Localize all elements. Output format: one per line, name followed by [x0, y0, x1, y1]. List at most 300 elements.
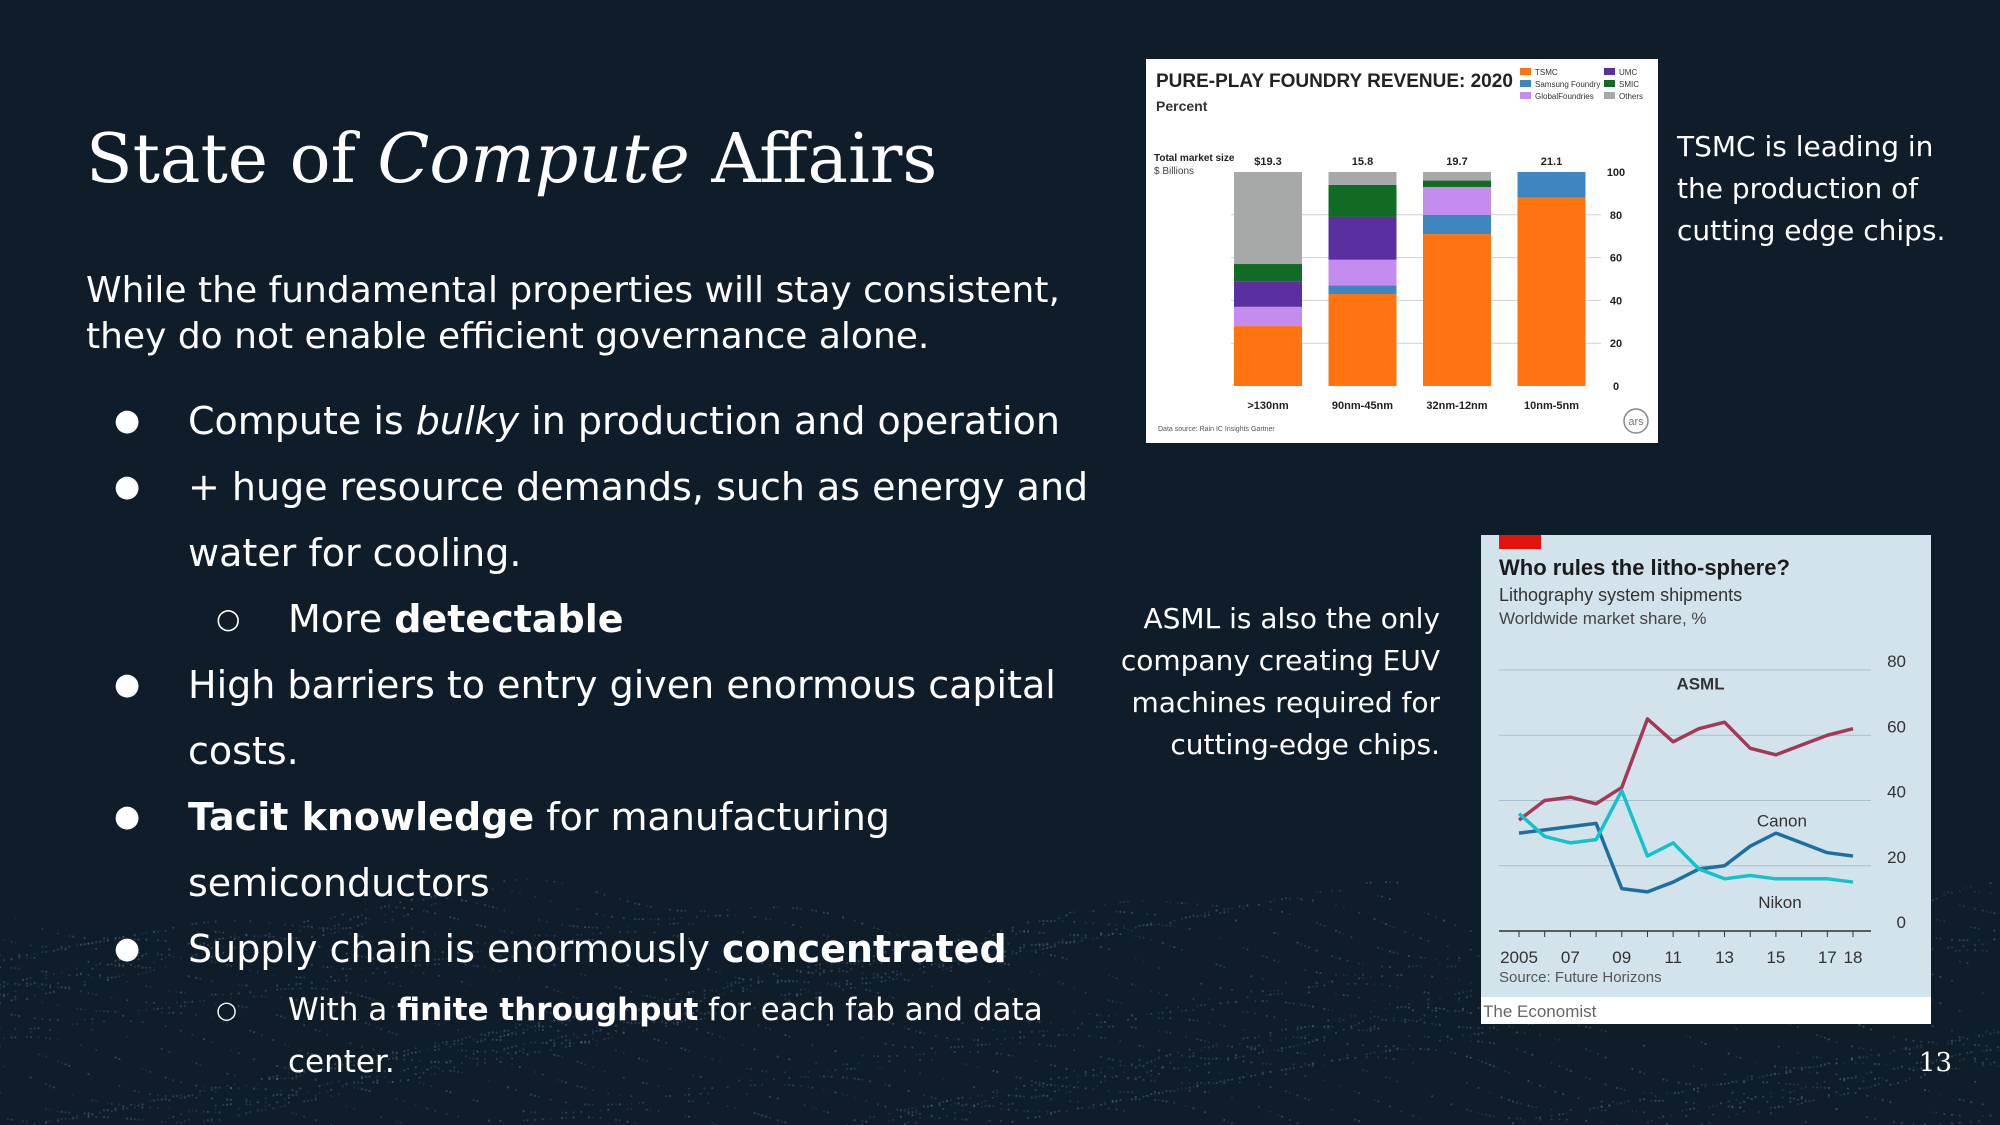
wave-dot	[49, 1037, 51, 1039]
wave-dot	[26, 1121, 28, 1123]
wave-dot	[1978, 891, 1980, 893]
wave-dot	[1269, 1063, 1271, 1065]
wave-dot	[727, 1105, 729, 1107]
wave-dot	[1932, 999, 1934, 1001]
wave-dot	[1169, 945, 1171, 947]
wave-dot	[1597, 1053, 1599, 1055]
wave-dot	[1150, 990, 1152, 992]
wave-dot	[1323, 1025, 1325, 1027]
wave-dot	[1458, 957, 1460, 959]
bullet-tacit-knowledge: ● Tacit knowledge for manufacturing semiconductors	[114, 795, 890, 905]
wave-dot	[1204, 1083, 1206, 1085]
wave-dot	[1423, 1022, 1425, 1024]
wave-dot	[1454, 965, 1456, 967]
wave-dot	[1520, 1103, 1522, 1105]
wave-dot	[280, 1089, 282, 1091]
wave-dot	[1932, 899, 1934, 901]
wave-dot	[45, 984, 47, 986]
wave-dot	[1269, 909, 1271, 911]
wave-dot	[1920, 1041, 1922, 1043]
wave-dot	[446, 1113, 448, 1115]
wave-dot	[1131, 1026, 1133, 1028]
wave-dot	[1412, 1115, 1414, 1117]
wave-dot	[1862, 1087, 1864, 1089]
wave-dot	[457, 1115, 459, 1117]
wave-dot	[1300, 898, 1302, 900]
wave-dot	[1577, 1025, 1579, 1027]
wave-dot	[1508, 1099, 1510, 1101]
wave-dot	[1974, 949, 1976, 951]
wave-dot	[1570, 1109, 1572, 1111]
wave-dot	[1077, 1107, 1079, 1109]
wave-dot	[1092, 1104, 1094, 1106]
wave-dot	[1400, 1048, 1402, 1050]
wave-dot	[1131, 930, 1133, 932]
wave-dot	[165, 1095, 167, 1097]
wave-dot	[315, 1097, 317, 1099]
wave-dot	[1031, 1096, 1033, 1098]
wave-dot	[619, 1119, 621, 1121]
wave-dot	[1366, 1056, 1368, 1058]
wave-dot	[911, 1107, 913, 1109]
wave-dot	[1959, 1010, 1961, 1012]
wave-dot	[650, 1109, 652, 1111]
wave-dot	[295, 1113, 297, 1115]
wave-dot	[1466, 1027, 1468, 1029]
wave-dot	[1389, 925, 1391, 927]
wave-dot	[1200, 914, 1202, 916]
wave-dot	[592, 1089, 594, 1091]
wave-dot	[1978, 1044, 1980, 1046]
wave-dot	[1319, 891, 1321, 893]
wave-dot	[1970, 1051, 1972, 1053]
wave-dot	[988, 1105, 990, 1107]
wave-dot	[1423, 1036, 1425, 1038]
wave-dot	[1346, 983, 1348, 985]
wave-dot	[161, 1099, 163, 1101]
wave-dot	[915, 1112, 917, 1114]
wave-dot	[1189, 1087, 1191, 1089]
wave-dot	[37, 1027, 39, 1029]
wave-dot	[607, 1109, 609, 1111]
wave-dot	[1185, 917, 1187, 919]
wave-dot	[969, 1097, 971, 1099]
wave-dot	[1208, 1058, 1210, 1060]
wave-dot	[1997, 1049, 1999, 1051]
wave-dot	[1481, 1032, 1483, 1034]
wave-dot	[1962, 1058, 1964, 1060]
wave-dot	[41, 1001, 43, 1003]
wave-dot	[45, 951, 47, 953]
wave-dot	[1242, 908, 1244, 910]
wave-dot	[1439, 962, 1441, 964]
wave-dot	[1789, 1069, 1791, 1071]
wave-dot	[1697, 1091, 1699, 1093]
wave-dot	[1008, 1109, 1010, 1111]
wave-dot	[1570, 1070, 1572, 1072]
wave-dot	[1035, 1097, 1037, 1099]
wave-dot	[1962, 1043, 1964, 1045]
wave-dot	[811, 1107, 813, 1109]
wave-dot	[1327, 1027, 1329, 1029]
wave-dot	[1935, 1043, 1937, 1045]
wave-dot	[1304, 969, 1306, 971]
wave-dot	[784, 1121, 786, 1123]
wave-dot	[1993, 1032, 1995, 1034]
wave-dot	[180, 1122, 182, 1124]
wave-dot	[49, 1085, 51, 1087]
wave-dot	[746, 1093, 748, 1095]
wave-dot	[865, 1121, 867, 1123]
wave-dot	[1396, 986, 1398, 988]
wave-dot	[1935, 919, 1937, 921]
wave-dot	[1893, 1068, 1895, 1070]
wave-dot	[1959, 1036, 1961, 1038]
wave-dot	[1974, 944, 1976, 946]
wave-dot	[1685, 1109, 1687, 1111]
wave-dot	[1362, 977, 1364, 979]
wave-dot	[1227, 1001, 1229, 1003]
wave-dot	[1801, 1102, 1803, 1104]
wave-dot	[1035, 1116, 1037, 1118]
wave-dot	[1477, 1112, 1479, 1114]
wave-dot	[1870, 1071, 1872, 1073]
wave-dot	[1808, 1072, 1810, 1074]
wave-dot	[1604, 1083, 1606, 1085]
wave-dot	[53, 991, 55, 993]
wave-dot	[1439, 1024, 1441, 1026]
wave-dot	[1654, 1095, 1656, 1097]
wave-dot	[1323, 1080, 1325, 1082]
wave-dot	[1169, 901, 1171, 903]
wave-dot	[57, 1110, 59, 1112]
wave-dot	[1412, 1009, 1414, 1011]
wave-dot	[1801, 1096, 1803, 1098]
wave-dot	[1477, 1033, 1479, 1035]
wave-dot	[72, 1023, 74, 1025]
wave-dot	[1681, 1110, 1683, 1112]
wave-dot	[184, 1120, 186, 1122]
wave-dot	[1242, 947, 1244, 949]
wave-dot	[1427, 940, 1429, 942]
wave-dot	[1262, 1073, 1264, 1075]
wave-dot	[1716, 1105, 1718, 1107]
wave-dot	[1266, 1015, 1268, 1017]
wave-dot	[1959, 890, 1961, 892]
wave-dot	[1443, 1008, 1445, 1010]
wave-dot	[1335, 1032, 1337, 1034]
wave-dot	[1339, 890, 1341, 892]
wave-dot	[107, 1116, 109, 1118]
wave-dot	[1370, 1030, 1372, 1032]
wave-dot	[892, 1119, 894, 1121]
wave-dot	[1701, 1084, 1703, 1086]
wave-dot	[1235, 1057, 1237, 1059]
wave-dot	[1189, 1056, 1191, 1058]
wave-dot	[122, 1106, 124, 1108]
wave-dot	[1689, 1036, 1691, 1038]
wave-dot	[1781, 1106, 1783, 1108]
wave-dot	[1146, 913, 1148, 915]
wave-dot	[1231, 1096, 1233, 1098]
wave-dot	[1839, 1078, 1841, 1080]
wave-dot	[565, 1112, 567, 1114]
wave-dot	[861, 1120, 863, 1122]
wave-dot	[973, 1105, 975, 1107]
wave-dot	[1192, 1009, 1194, 1011]
wave-dot	[1493, 1065, 1495, 1067]
wave-dot	[1427, 1003, 1429, 1005]
wave-dot	[1400, 1020, 1402, 1022]
wave-dot	[1620, 1102, 1622, 1104]
wave-dot	[1142, 900, 1144, 902]
wave-dot	[1481, 1113, 1483, 1115]
wave-dot	[908, 1108, 910, 1110]
wave-dot	[630, 1095, 632, 1097]
wave-dot	[938, 1102, 940, 1104]
bar-segment	[1518, 198, 1586, 386]
legend-label: SMIC	[1619, 80, 1639, 89]
wave-dot	[777, 1097, 779, 1099]
wave-dot	[1373, 1000, 1375, 1002]
wave-dot	[1370, 1027, 1372, 1029]
wave-dot	[45, 1108, 47, 1110]
bar-segment	[1234, 172, 1302, 264]
wave-dot	[1289, 1092, 1291, 1094]
wave-dot	[1350, 1016, 1352, 1018]
wave-dot	[1373, 1015, 1375, 1017]
wave-dot	[1189, 916, 1191, 918]
wave-dot	[1393, 1020, 1395, 1022]
legend-label: GlobalFoundries	[1535, 92, 1594, 101]
wave-dot	[1396, 952, 1398, 954]
wave-dot	[1343, 1058, 1345, 1060]
litho-share-chart	[1481, 535, 1931, 1024]
wave-dot	[1242, 1055, 1244, 1057]
wave-dot	[1119, 911, 1121, 913]
wave-dot	[1323, 1054, 1325, 1056]
wave-dot	[203, 1090, 205, 1092]
wave-dot	[1223, 1025, 1225, 1027]
wave-dot	[1154, 1059, 1156, 1061]
market-size-label: Total market size	[1154, 153, 1235, 164]
wave-dot	[1331, 955, 1333, 957]
wave-dot	[1870, 1086, 1872, 1088]
wave-dot	[1231, 1122, 1233, 1124]
market-size-value: $19.3	[1254, 156, 1282, 168]
wave-dot	[1731, 1106, 1733, 1108]
wave-dot	[1246, 1037, 1248, 1039]
wave-dot	[1208, 914, 1210, 916]
wave-dot	[1204, 1111, 1206, 1113]
wave-dot	[1358, 1022, 1360, 1024]
wave-dot	[1258, 1106, 1260, 1108]
wave-dot	[1319, 923, 1321, 925]
wave-dot	[1423, 911, 1425, 913]
wave-dot	[923, 1094, 925, 1096]
wave-dot	[1208, 1071, 1210, 1073]
wave-dot	[1466, 990, 1468, 992]
wave-dot	[1959, 1122, 1961, 1124]
wave-dot	[1262, 1062, 1264, 1064]
wave-dot	[11, 999, 13, 1001]
wave-dot	[1400, 1006, 1402, 1008]
wave-dot	[1912, 1040, 1914, 1042]
wave-dot	[1743, 1110, 1745, 1112]
wave-dot	[1793, 1098, 1795, 1100]
wave-dot	[203, 1110, 205, 1112]
wave-dot	[669, 1095, 671, 1097]
wave-dot	[107, 1102, 109, 1104]
wave-dot	[1481, 1027, 1483, 1029]
wave-dot	[1959, 904, 1961, 906]
wave-dot	[1154, 1065, 1156, 1067]
wave-dot	[938, 1117, 940, 1119]
wave-dot	[1589, 1050, 1591, 1052]
wave-dot	[45, 977, 47, 979]
wave-dot	[488, 1120, 490, 1122]
wave-dot	[1959, 939, 1961, 941]
wave-dot	[1142, 1096, 1144, 1098]
legend-swatch	[1520, 92, 1531, 99]
wave-dot	[1408, 1007, 1410, 1009]
wave-dot	[688, 1100, 690, 1102]
wave-dot	[1462, 1034, 1464, 1036]
wave-dot	[1959, 1098, 1961, 1100]
wave-dot	[1751, 1075, 1753, 1077]
wave-dot	[1227, 1121, 1229, 1123]
wave-dot	[76, 967, 78, 969]
wave-dot	[1747, 1097, 1749, 1099]
wave-dot	[1223, 1080, 1225, 1082]
wave-dot	[114, 1108, 116, 1110]
wave-dot	[1739, 1102, 1741, 1104]
wave-dot	[3, 959, 5, 961]
wave-dot	[473, 1099, 475, 1101]
wave-dot	[1489, 1092, 1491, 1094]
wave-dot	[165, 1098, 167, 1100]
wave-dot	[1685, 1115, 1687, 1117]
wave-dot	[1362, 963, 1364, 965]
wave-dot	[1643, 1092, 1645, 1094]
wave-dot	[1108, 999, 1110, 1001]
wave-dot	[1858, 1087, 1860, 1089]
wave-dot	[1662, 1100, 1664, 1102]
wave-dot	[584, 1103, 586, 1105]
wave-dot	[1139, 1098, 1141, 1100]
wave-dot	[1728, 1105, 1730, 1107]
wave-dot	[1566, 1112, 1568, 1114]
wave-dot	[1108, 1090, 1110, 1092]
wave-dot	[415, 1104, 417, 1106]
wave-dot	[1189, 1090, 1191, 1092]
wave-dot	[1966, 939, 1968, 941]
wave-dot	[1208, 1022, 1210, 1024]
wave-dot	[295, 1094, 297, 1096]
wave-dot	[1986, 943, 1988, 945]
wave-dot	[1139, 925, 1141, 927]
wave-dot	[1373, 1099, 1375, 1101]
wave-dot	[873, 1116, 875, 1118]
wave-dot	[1123, 924, 1125, 926]
wave-dot	[1835, 1041, 1837, 1043]
wave-dot	[600, 1117, 602, 1119]
wave-dot	[1304, 1026, 1306, 1028]
wave-dot	[1242, 1060, 1244, 1062]
wave-dot	[908, 1113, 910, 1115]
wave-dot	[1797, 1099, 1799, 1101]
wave-dot	[1246, 1011, 1248, 1013]
wave-dot	[1697, 1087, 1699, 1089]
wave-dot	[1231, 989, 1233, 991]
wave-dot	[1281, 1069, 1283, 1071]
wave-dot	[49, 1029, 51, 1031]
wave-dot	[1158, 1049, 1160, 1051]
wave-dot	[1212, 905, 1214, 907]
wave-dot	[1370, 1011, 1372, 1013]
wave-dot	[1843, 1062, 1845, 1064]
wave-dot	[1296, 1044, 1298, 1046]
wave-dot	[1935, 937, 1937, 939]
x-tick-label: 18	[1843, 948, 1863, 967]
wave-dot	[1778, 1073, 1780, 1075]
wave-dot	[1423, 957, 1425, 959]
wave-dot	[1269, 901, 1271, 903]
wave-dot	[1662, 1115, 1664, 1117]
wave-dot	[72, 1117, 74, 1119]
wave-dot	[1385, 923, 1387, 925]
wave-dot	[1751, 1078, 1753, 1080]
wave-dot	[41, 1018, 43, 1020]
wave-dot	[1550, 1118, 1552, 1120]
wave-dot	[1127, 1077, 1129, 1079]
wave-dot	[1162, 1017, 1164, 1019]
bar-segment	[1423, 172, 1491, 181]
wave-dot	[1828, 1096, 1830, 1098]
wave-dot	[134, 1106, 136, 1108]
wave-dot	[1377, 1100, 1379, 1102]
wave-dot	[326, 1090, 328, 1092]
wave-dot	[1431, 1010, 1433, 1012]
wave-dot	[530, 1111, 532, 1113]
wave-dot	[45, 1037, 47, 1039]
chart-source: Data source: Rain IC Insights Gartner	[1158, 426, 1275, 433]
wave-dot	[1997, 1065, 1999, 1067]
wave-dot	[1412, 1062, 1414, 1064]
wave-dot	[1204, 1046, 1206, 1048]
wave-dot	[1135, 985, 1137, 987]
wave-dot	[1204, 1057, 1206, 1059]
wave-dot	[1346, 1054, 1348, 1056]
wave-dot	[1466, 996, 1468, 998]
wave-dot	[534, 1119, 536, 1121]
wave-dot	[57, 1060, 59, 1062]
wave-dot	[307, 1100, 309, 1102]
wave-dot	[1381, 1019, 1383, 1021]
wave-dot	[1058, 1089, 1060, 1091]
wave-dot	[1989, 1114, 1991, 1116]
wave-dot	[1870, 1054, 1872, 1056]
wave-dot	[1404, 1019, 1406, 1021]
wave-dot	[1135, 1096, 1137, 1098]
wave-dot	[1108, 1058, 1110, 1060]
wave-dot	[30, 1031, 32, 1033]
wave-dot	[1743, 1101, 1745, 1103]
wave-dot	[1285, 1073, 1287, 1075]
wave-dot	[230, 1099, 232, 1101]
wave-dot	[1470, 1012, 1472, 1014]
wave-dot	[1219, 1080, 1221, 1082]
